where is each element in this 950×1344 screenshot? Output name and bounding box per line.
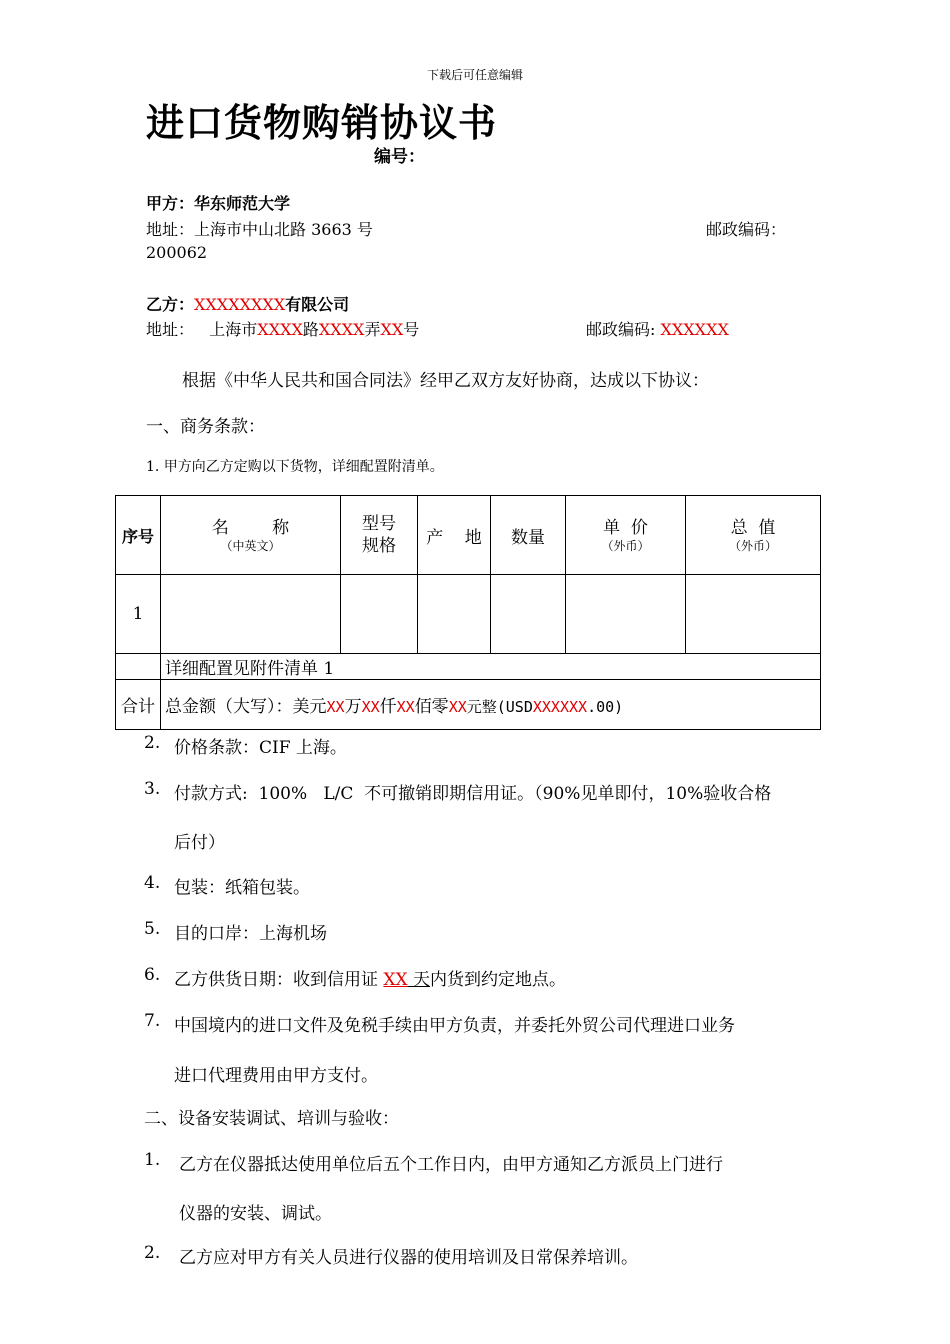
section-2-item-2-text: 乙方应对甲方有关人员进行仪器的使用培训及日常保养培训。	[179, 1248, 638, 1268]
term-6-part: 乙方供货日期：收到信用证	[174, 970, 384, 990]
header-name-sub: （中英文）	[220, 539, 281, 553]
header-unit-price-text: 单 价	[603, 518, 648, 538]
sum-part: 仟	[379, 697, 397, 717]
detail-row	[116, 654, 821, 680]
party-b-prefix: 乙方：	[146, 295, 195, 314]
party-a-postcode-label: 邮政编码：	[706, 220, 787, 239]
addr-placeholder: XXXX	[318, 320, 365, 339]
term-3-text: 付款方式: 100% L/C 不可撤销即期信用证。（90%见单即付，10%验收合格	[174, 784, 772, 804]
sum-placeholder: XXXXXX	[532, 698, 588, 716]
term-5-text: 目的口岸：上海机场	[174, 924, 327, 944]
term-6-days: 天	[407, 970, 431, 990]
section-2-item-1-text-cont: 仪器的安装、调试。	[179, 1204, 332, 1224]
document-title: 进口货物购销协议书	[146, 101, 498, 145]
header-unit-price-sub: （外币）	[601, 539, 650, 553]
section-1-title: 一、商务条款：	[146, 417, 265, 437]
party-a-label: 甲方：华东师范大学	[146, 194, 291, 213]
header-total	[686, 496, 821, 575]
term-4-num: 4.	[144, 873, 161, 893]
header-model	[341, 496, 418, 575]
term-7-text-cont: 进口代理费用由甲方支付。	[174, 1066, 378, 1086]
party-b-address	[146, 317, 419, 340]
header-quantity	[491, 496, 566, 575]
sum-part: 总金额（大写）：美元	[165, 697, 327, 717]
party-b-name-suffix: 有限公司	[285, 295, 350, 314]
header-origin	[418, 496, 491, 575]
party-b-postcode-label: 邮政编码:	[586, 320, 656, 339]
sum-row	[116, 680, 821, 730]
row-origin	[418, 575, 491, 654]
party-a-address: 地址：上海市中山北路 3663 号	[146, 220, 373, 239]
header-name	[161, 496, 341, 575]
term-4-text: 包装：纸箱包装。	[174, 878, 310, 898]
document-number-label: 编号：	[374, 147, 425, 167]
header-unit-price	[566, 496, 686, 575]
row-unit-price	[566, 575, 686, 654]
row-quantity	[491, 575, 566, 654]
sum-part: 万	[344, 697, 362, 717]
party-b-postcode-value: XXXXXX	[660, 320, 729, 339]
term-6-placeholder: XX	[383, 970, 408, 990]
party-b-name-placeholder: XXXXXXXX	[194, 295, 286, 314]
sum-part: 元整(USD	[466, 698, 533, 716]
sum-label: 合计	[116, 680, 161, 730]
term-2-num: 2.	[144, 733, 161, 753]
addr-part: 上海市	[209, 320, 258, 339]
sum-placeholder: XX	[396, 698, 415, 716]
row-seq: 1	[116, 575, 161, 654]
term-3-text-cont: 后付）	[174, 833, 225, 853]
sum-part: .00)	[587, 698, 624, 716]
header-total-sub: （外币）	[728, 539, 777, 553]
term-2-text: 价格条款：CIF 上海。	[174, 738, 347, 758]
header-origin-text: 产 地	[426, 527, 482, 548]
addr-part: 路	[302, 320, 319, 339]
sum-placeholder: XX	[448, 698, 467, 716]
term-7-num: 7.	[144, 1011, 161, 1031]
section-2-item-2-num: 2.	[144, 1243, 161, 1263]
party-a-postcode: 200062	[146, 243, 208, 262]
table-row	[116, 575, 821, 654]
item-1: 1. 甲方向乙方定购以下货物，详细配置附清单。	[146, 459, 444, 475]
addr-placeholder: XXXX	[257, 320, 303, 339]
term-7-text: 中国境内的进口文件及免税手续由甲方负责，并委托外贸公司代理进口业务	[174, 1016, 735, 1036]
sum-amount	[161, 680, 821, 730]
header-quantity-text: 数量	[511, 527, 545, 548]
term-3-num: 3.	[144, 779, 161, 799]
table-header-row	[116, 496, 821, 575]
party-b-address-label: 地址：	[146, 320, 195, 339]
term-6-text	[174, 965, 566, 990]
party-b-postcode	[586, 317, 729, 340]
term-6-part: 内货到约定地点。	[430, 970, 567, 990]
header-model-1: 型号	[362, 514, 396, 534]
sum-part: 佰零	[414, 697, 449, 717]
intro-paragraph: 根据《中华人民共和国合同法》经甲乙双方友好协商，达成以下协议：	[182, 371, 709, 391]
header-seq-text: 序号	[121, 526, 154, 546]
sum-placeholder: XX	[326, 698, 345, 716]
goods-table	[115, 495, 821, 730]
term-6-num: 6.	[144, 965, 161, 985]
row-name	[161, 575, 341, 654]
row-total	[686, 575, 821, 654]
sum-placeholder: XX	[361, 698, 380, 716]
header-total-text: 总 值	[730, 518, 776, 538]
header-seq	[116, 496, 161, 575]
header-model-2: 规格	[362, 536, 396, 556]
row-model	[341, 575, 418, 654]
party-b-label	[146, 292, 349, 315]
detail-note: 详细配置见附件清单 1	[161, 654, 821, 680]
addr-part: 弄	[364, 320, 381, 339]
section-2-item-1-num: 1.	[144, 1150, 161, 1170]
detail-seq	[116, 654, 161, 680]
addr-placeholder: XX	[380, 320, 404, 339]
section-2-title: 二、设备安装调试、培训与验收：	[144, 1109, 399, 1129]
addr-part: 号	[403, 320, 420, 339]
section-2-item-1-text: 乙方在仪器抵达使用单位后五个工作日内，由甲方通知乙方派员上门进行	[179, 1155, 723, 1175]
header-name-text: 名 称	[211, 518, 290, 538]
term-5-num: 5.	[144, 919, 161, 939]
header-note: 下载后可任意编辑	[426, 68, 523, 82]
